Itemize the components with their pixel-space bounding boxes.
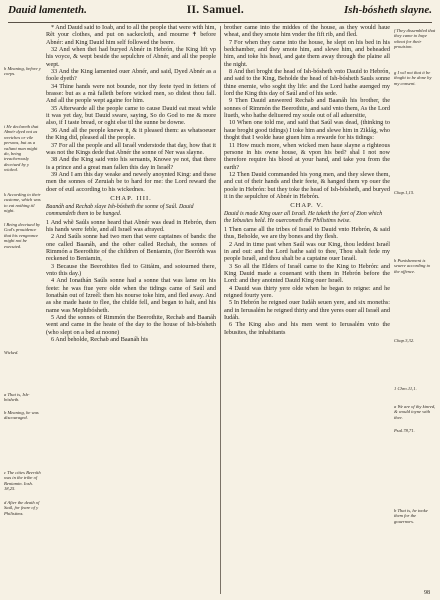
margin-note: d After the death of Saúl, for feare of y Philistims. bbox=[4, 500, 40, 516]
margin-note: c The cities Beeróth was in the tribe of Beniamin. Iosh. 18,25. bbox=[4, 470, 41, 492]
margin-note: f They dissembled that they came to buye wheat for their prouision. bbox=[394, 28, 436, 50]
margin-note: l Being deceiued by God's prouidence that his vengeance might not be executed. bbox=[4, 222, 41, 249]
margin-note: h Meaning, before y corps. bbox=[4, 66, 41, 77]
margin-note: 1 Chro.11,1. bbox=[394, 386, 417, 391]
left-text-column bbox=[46, 24, 216, 343]
verse: 2 And in time past when Saúl was our King, thou leddest Israél in and out: and the Lord hathe said to thee, Thou shalt fede my people Israél, and thou shalt be a captaine ouer Israél. bbox=[224, 240, 390, 263]
header-center: II. Samuel. bbox=[186, 4, 245, 16]
verse: 3 Because the Beerothites fled to Gittáim, and soiourned there, vnto this day.) bbox=[46, 262, 216, 277]
margin-note: b Meaning, he was discouraged. bbox=[4, 410, 39, 421]
verse: 2 And Saúls sonne had two men that were captaines of bands: the one called Baanáh, and the other called Rechab, the sonnes of Rimmón a Beerothite of the children of Beniamin, (for Beeróth was reckened to Beniamin, bbox=[46, 233, 216, 263]
verse: * And Dauid said to Ioab, and to all the people that were with him, Rẽt your clothes, and put on sackecloth, and mourne ✝ before Abnér: and King Dauid him self followed the beere. bbox=[46, 24, 216, 46]
verse: 10 When one told me, and said that Saúl was dead, (thinking to haue broght good tidings) I toke him and slewe him in Ziklág, who thoght that I wolde haue giuen him a rewarde for his tidings: bbox=[224, 119, 390, 142]
right-text-column bbox=[224, 24, 390, 336]
chapter-argument: Baanáh and Rechab slaye Ish-bósheth the sonne of Saúl. Dauid commandeth them to be hanged. bbox=[46, 203, 194, 217]
margin-note: b That is, he tooke them for the gouernors. bbox=[394, 508, 428, 524]
verse: 4 And Ionathán Saúls sonne had a sonne that was lame on his feete: he was fiue yere olde when the tidings came of Saúl and Ionathán out of Izreél: then his nourse toke him, and fled away. And as she made haste to flee, the childe fell, and began to halt, and his name was Mephibósheth. bbox=[46, 277, 216, 314]
verse: 32 And when thei had buryed Abnér in Hebrón, the King lift vp his voyce, & wept beside the sepulchre of Abnér, and all the people wept. bbox=[46, 46, 216, 68]
verse: 1 Then came all the tribes of Israél to Dauid vnto Hebrón, & said thus, Beholde, we are thy bones and thy flesh. bbox=[224, 225, 390, 241]
verse: 8 And thei broght the head of Ish-bósheth vnto Dauid to Hebrón, and said to the King, Beholde the head of Ish-bósheth Sauls sonne thine enemie, who soght thy life: and the Lord hathe auenged my lord the King this day of Saúl and of his sede. bbox=[224, 68, 390, 98]
margin-note: a We are of thy kinred, & would ioyne with thee. bbox=[394, 404, 436, 420]
margin-note: Psal.78,71. bbox=[394, 428, 415, 433]
verse: 4 Dauid was thirty yere olde when he began to reigne: and he reigned fourty yere. bbox=[224, 284, 390, 299]
verse: 5 And the sonnes of Rimmón the Beerothite, Rechab and Baanáh went and came in the heate of the day to the house of Ish-bósheth (who slept on a bed at noone) bbox=[46, 313, 216, 336]
chapter-heading: CHAP. IIII. bbox=[110, 194, 152, 202]
verse: 38 And the King said vnto his seruants, Knowe ye not, that there is a prince and a great man fallen this day in Israél? bbox=[46, 156, 216, 171]
column-divider bbox=[220, 26, 221, 594]
verse: brother came into the middes of the house, as they would haue wheat, and they smote him vnder the fift rib, and fled. bbox=[224, 24, 390, 39]
header-left: Dauid lamenteth. bbox=[8, 4, 87, 16]
margin-note: k According to their custome, which was to eat nothing til night. bbox=[4, 192, 41, 214]
header-right: Ish-bósheth slayne. bbox=[343, 4, 432, 16]
verse: 33 And the King lamented ouer Abnér, and said, Dyed Abnér as a foole dyeth? bbox=[46, 68, 216, 83]
verse: 3 So all the Elders of Israél came to the King to Hebrón: and King Dauid made a couenant with them in Hebrón before the Lord: and they anointed Dauid King ouer Israél. bbox=[224, 262, 390, 285]
margin-note: g I wil not that it be thoght to be done by my consent. bbox=[394, 70, 432, 86]
verse: 7 For when they came into the house, he slept on his bed in his bedchamber, and they smote him, and slewe him, and beheaded him, and toke his head, and gate them away through the plaine all the night. bbox=[224, 38, 390, 68]
verse: 36 And all the people knewe it, & it pleased them: as whatsoeuer the King did, pleased all the people. bbox=[46, 126, 216, 142]
verse: 34 Thine hands were not bounde, nor thy feete tyed in fetters of brasse: but as a mã falleth before wicked men, so didest thou fall. And all the people wept againe for him. bbox=[46, 82, 216, 105]
margin-note: Chap.1,15. bbox=[394, 190, 415, 195]
margin-note: Chap.3,32. bbox=[394, 338, 415, 343]
margin-note: h Punishement is seuere according to the offence. bbox=[394, 258, 431, 274]
verse: 6 And beholde, Rechab and Baanáh his bbox=[51, 336, 149, 343]
verse: 1 And whẽ Saúls sonne heard that Abnér was dead in Hebrón, then his hands were feble, and all Israél was afrayed. bbox=[46, 218, 216, 233]
verse: 6 The King also and his men went to Ierusalém vnto the Iebusites, the inhabitants bbox=[224, 321, 390, 336]
chapter-argument: Dauid is made King ouer all Israél. He taketh the fort of Zion which the Iebusites held. He ouercometh the Philistims twise. bbox=[224, 211, 383, 225]
verse: 11 How much more, when wicked men haue slayne a righteous persone in his owne house, & vpon his bed? shal I not now therefore require his blood at your hand, and take you from the earth? bbox=[224, 141, 390, 171]
margin-note: a That is, Ish-bósheth. bbox=[4, 392, 30, 403]
verse: 37 For all the people and all Israél vnderstode that day, how that it was not the Kings dede that Abnér the sonne of Ner was slayne. bbox=[46, 141, 216, 156]
verse: 12 Then Dauid commanded his yong men, and they slewe them, and cut of their hands and their feete, & hanged them vp ouer the poole in Hebrón: but they toke the head of Ish-bósheth, and buryed it in the sepulchre of Abnér in Hebrón. bbox=[224, 170, 390, 200]
margin-note: Wicked. bbox=[4, 350, 19, 355]
running-header bbox=[8, 4, 432, 23]
page-number: 98 bbox=[424, 590, 430, 596]
verse: 39 And I am this day weake and newely anoynted King: and these men the sonnes of Zeruiah be to hard for me: the Lord reward the doer of euil according to his wickednes. bbox=[46, 170, 216, 193]
verse: 35 Afterwarde all the people came to cause Dauid eat meat while it was yet day, but Dauid sware, saying, So do God to me & more also, if I taste bread, or oght else til the sunne be downe. bbox=[46, 104, 216, 127]
verse: 5 In Hebrón he reigned ouer Iudáh seuen yere, and six moneths: and in Ierusalém he reigned thirty and thre yeres ouer all Israél and Iudáh. bbox=[224, 299, 390, 321]
margin-note: i He declareth that Abnér dyed not as wretches or vile persons, but as a valiant man might do, being treacherously deceiued by y wicked. bbox=[4, 124, 39, 173]
verse: 9 Then Dauid answered Rechab and Baanáh his brother, the sonnes of Rimmón the Beerothite, and said vnto them, As the Lord liueth, who hathe deliuered my soule out of all aduersitie, bbox=[224, 97, 390, 120]
chapter-heading: CHAP. V. bbox=[290, 202, 324, 210]
